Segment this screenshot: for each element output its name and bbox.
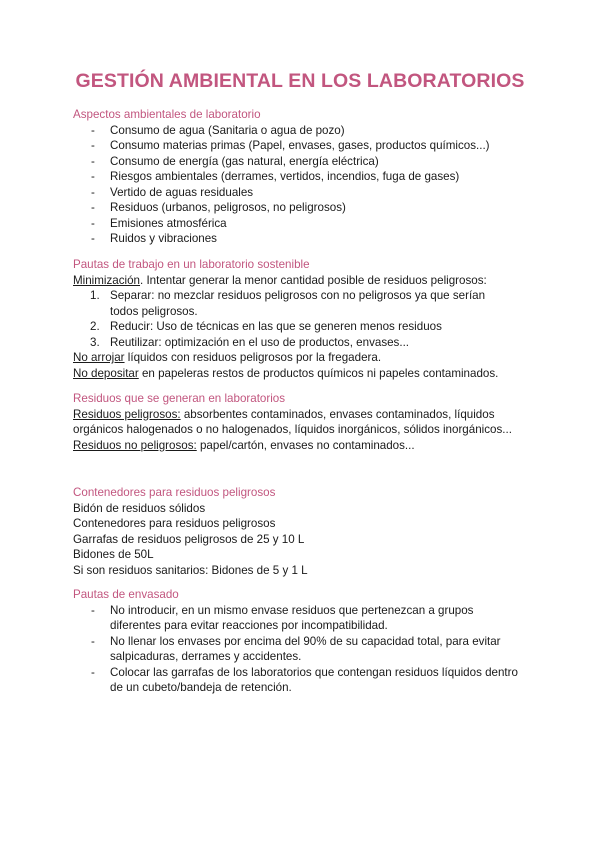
list-item: - No llenar los envases por encima del 90% de su capacidad total, para evitar salpicaduras, derrames y accidentes. (91, 634, 501, 663)
residuos-peligrosos-paragraph: Residuos peligrosos: absorbentes contaminados, envases contaminados, líquidos orgánicos halogenados o no halogenados, líquidos inorgánicos, sólidos inorgánicos... (73, 407, 512, 436)
list-item: - Ruidos y vibraciones (91, 232, 217, 245)
dash-marker: - (91, 185, 95, 199)
list-item: 1. Separar: no mezclar residuos peligrosos con no peligrosos ya que serían todos peligrosos. (90, 289, 486, 318)
list-item: - Consumo de energía (gas natural, energía eléctrica) (91, 154, 379, 168)
section-heading-pautas-trabajo: Pautas de trabajo en un laboratorio sostenible (73, 258, 310, 271)
list-item: - Residuos (urbanos, peligrosos, no peligrosos) (91, 201, 346, 214)
list-item: - Colocar las garrafas de los laboratorios que contengan residuos líquidos dentro de un cubeto/bandeja de retención. (91, 665, 518, 694)
dash-marker: - (91, 634, 95, 648)
aspectos-list (73, 123, 543, 247)
residuos-no-peligrosos-label: Residuos no peligrosos: (73, 438, 197, 452)
contenedor-line: Garrafas de residuos peligrosos de 25 y 10 L (73, 532, 305, 546)
contenedor-line: Bidones de 50L (73, 548, 154, 561)
dash-marker: - (91, 170, 95, 183)
envasado-list (73, 603, 543, 696)
dash-marker: - (91, 665, 95, 679)
list-item: - Vertido de aguas residuales (91, 185, 254, 199)
list-item: - Consumo de agua (Sanitaria o agua de pozo) (91, 123, 345, 137)
dash-marker: - (91, 232, 95, 245)
minimizacion-line: Minimización. Intentar generar la menor cantidad posible de residuos peligrosos: (73, 273, 487, 287)
section-heading-envasado: Pautas de envasado (73, 588, 179, 601)
contenedor-line: Si son residuos sanitarios: Bidones de 5 y 1 L (73, 563, 308, 577)
list-item: - No introducir, en un mismo envase residuos que pertenezcan a grupos diferentes para evitar reacciones por incompatibilidad. (91, 603, 474, 632)
list-item: - Consumo materias primas (Papel, envases, gases, productos químicos...) (91, 139, 490, 152)
list-item: 2. Reducir: Uso de técnicas en las que se generen menos residuos (90, 320, 442, 333)
dash-marker: - (91, 603, 95, 617)
section-contenedores (73, 485, 543, 578)
section-heading-residuos: Residuos que se generan en laboratorios (73, 392, 286, 405)
list-item: 3. Reutilizar: optimización en el uso de productos, envases... (90, 335, 410, 349)
contenedor-line: Bidón de residuos sólidos (73, 501, 206, 515)
no-arrojar-line: No arrojar líquidos con residuos peligrosos por la fregadera. (73, 351, 382, 364)
step-number: 2. (90, 320, 100, 333)
section-pautas-trabajo (73, 257, 543, 381)
dash-marker: - (91, 201, 95, 214)
section-heading-contenedores: Contenedores para residuos peligrosos (73, 486, 276, 499)
dash-marker: - (91, 123, 95, 137)
section-residuos (73, 391, 543, 453)
contenedor-line: Contenedores para residuos peligrosos (73, 517, 276, 530)
residuos-peligrosos-label: Residuos peligrosos: (73, 407, 181, 421)
dash-marker: - (91, 154, 95, 168)
minimizacion-steps (73, 288, 543, 350)
step-number: 1. (90, 289, 100, 302)
no-depositar-label: No depositar (73, 366, 139, 380)
no-depositar-line: No depositar en papeleras restos de productos químicos ni papeles contaminados. (73, 366, 499, 380)
list-item: - Emisiones atmosférica (91, 216, 227, 230)
dash-marker: - (91, 139, 95, 152)
page-title: GESTIÓN AMBIENTAL EN LOS LABORATORIOS (75, 70, 525, 92)
minimizacion-label: Minimización (73, 273, 141, 287)
list-item: - Riesgos ambientales (derrames, vertidos, incendios, fuga de gases) (91, 170, 460, 183)
section-heading-aspectos: Aspectos ambientales de laboratorio (73, 108, 261, 121)
step-number: 3. (90, 335, 100, 349)
residuos-no-peligrosos-line: Residuos no peligrosos: papel/cartón, envases no contaminados... (73, 438, 415, 452)
dash-marker: - (91, 216, 95, 230)
section-aspectos (73, 107, 543, 247)
no-arrojar-label: No arrojar (73, 351, 125, 364)
section-envasado (73, 587, 543, 696)
